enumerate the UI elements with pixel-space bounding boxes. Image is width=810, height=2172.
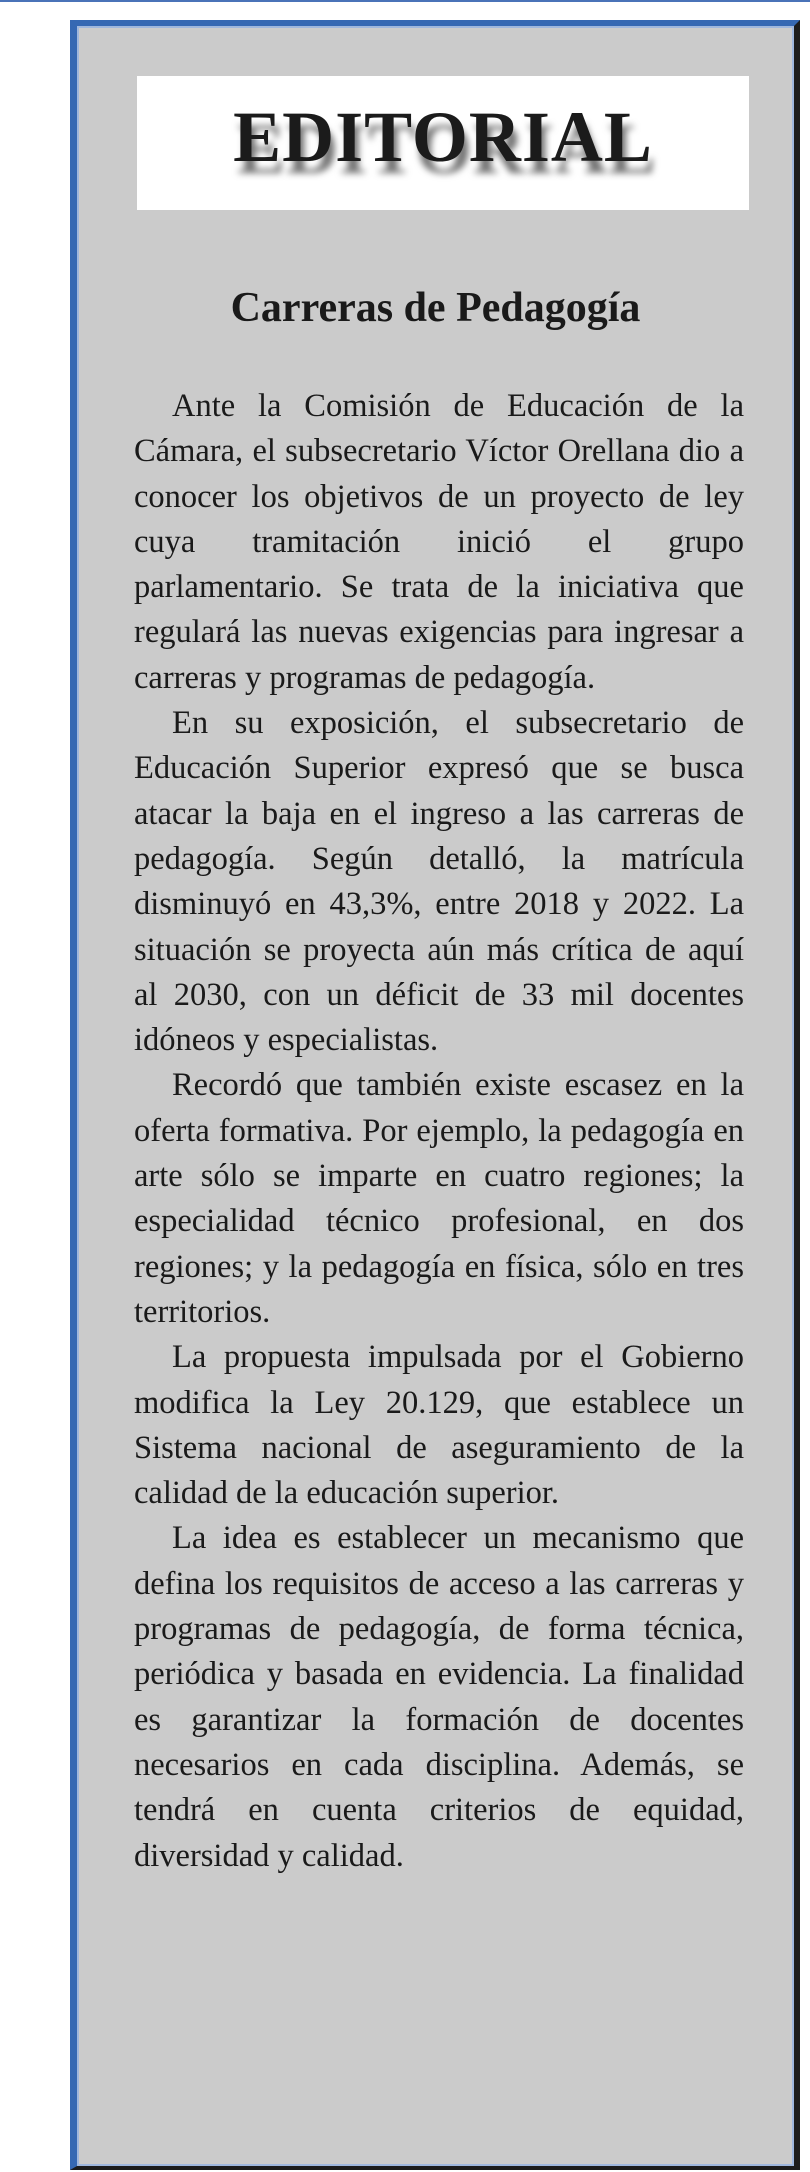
headline: Carreras de Pedagogía bbox=[230, 285, 641, 331]
section-banner bbox=[137, 76, 749, 210]
paragraph: La idea es establecer un mecanismo que defina los requisitos de acceso a las carreras y programas de pedagogía, de forma técnica, periódica y basada en evidencia. La finalidad es garantizar la formación de docentes necesarios en cada disciplina. Además, se tendrá en cuenta criterios de equidad, diversidad y calidad. bbox=[134, 1520, 744, 1874]
paragraph: En su exposición, el subsecretario de Educación Superior expresó que se busca atacar la baja en el ingreso a las carreras de pedagogía. Según detalló, la matrícula disminuyó en 43,3%, entre 2018 y 2022. La situación se proyecta aún más crítica de aquí al 2030, con un déficit de 33 mil docentes idóneos y especialistas. bbox=[134, 705, 744, 1059]
editorial-box bbox=[70, 20, 800, 2170]
paragraph: Recordó que también existe escasez en la oferta formativa. Por ejemplo, la pedagogía en arte sólo se imparte en cuatro regiones; la especialidad técnico profesional, en dos regiones; y la pedagogía en física, sólo en tres territorios. bbox=[134, 1067, 744, 1330]
top-rule bbox=[0, 0, 810, 2]
article-body bbox=[134, 384, 744, 1879]
paragraph: La propuesta impulsada por el Gobierno modifica la Ley 20.129, que establece un Sistema nacional de aseguramiento de la calidad de la educación superior. bbox=[134, 1339, 744, 1512]
paragraph: Ante la Comisión de Educación de la Cámara, el subsecretario Víctor Orellana dio a conocer los objetivos de un proyecto de ley cuya tramitación inició el grupo parlamentario. Se trata de la iniciativa que regulará las nuevas exigencias para ingresar a carreras y programas de pedagogía. bbox=[134, 388, 744, 696]
section-label: EDITORIAL bbox=[233, 96, 653, 177]
